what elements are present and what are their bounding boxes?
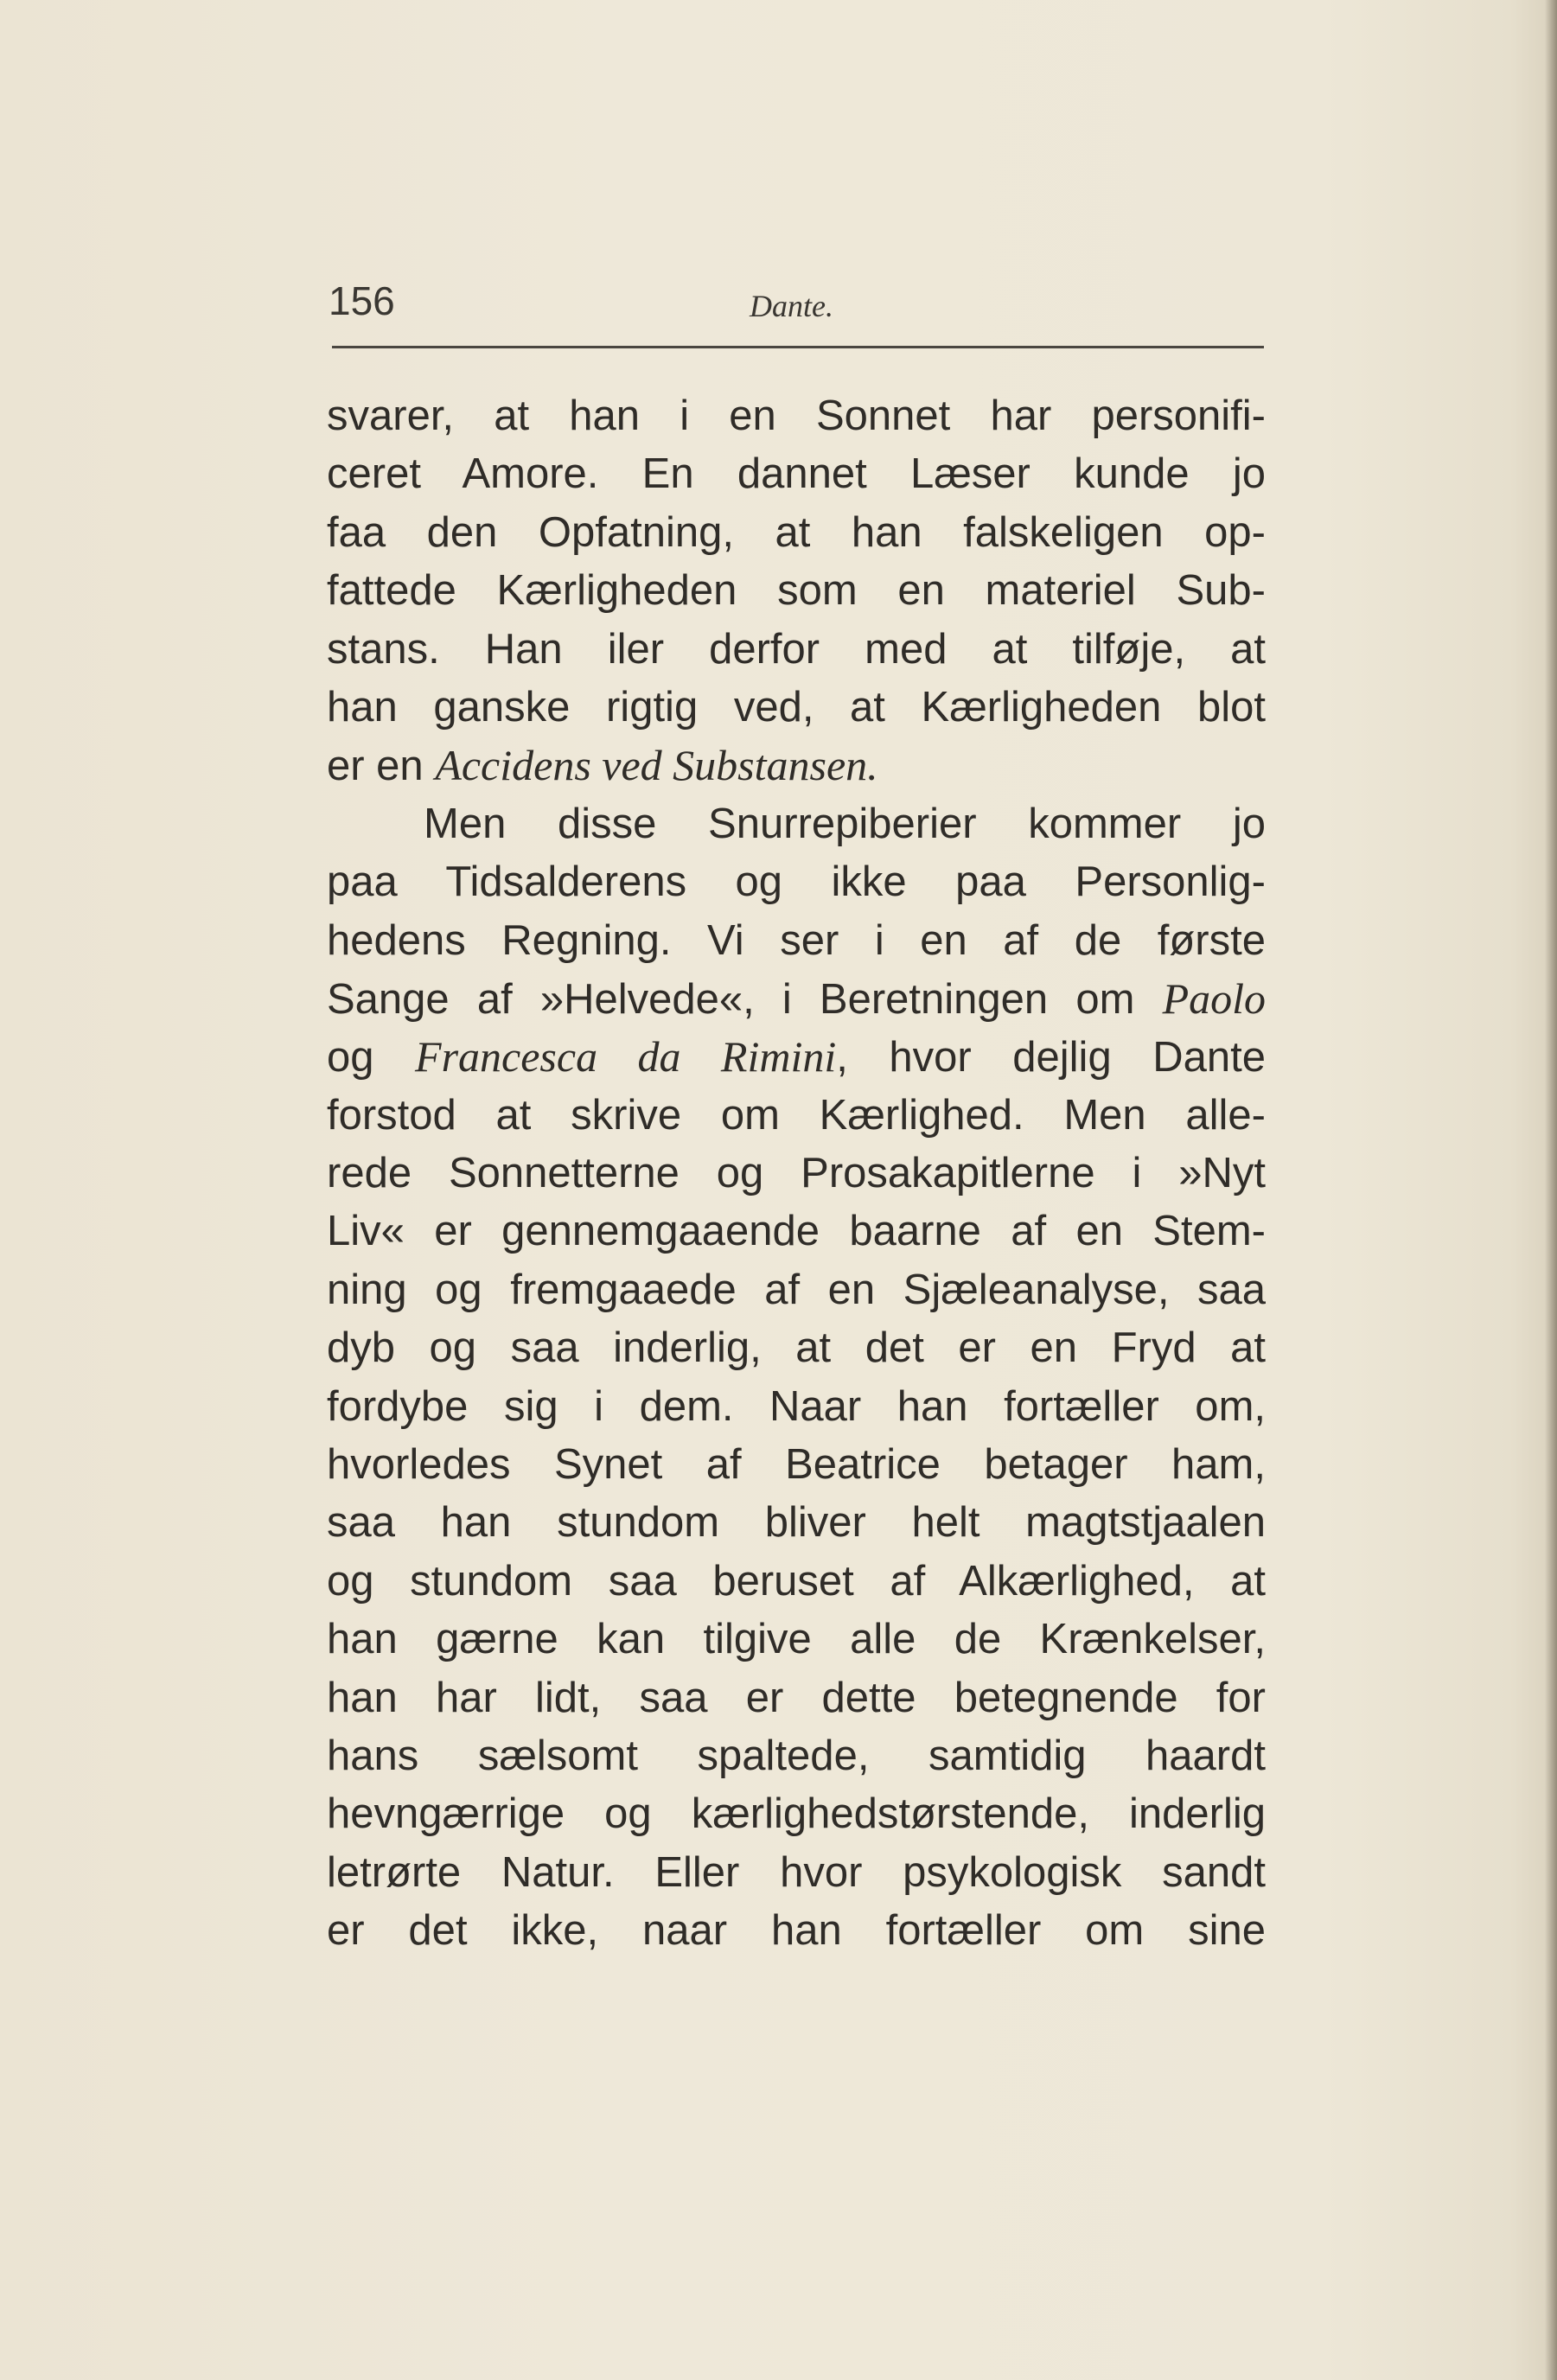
italic-phrase: Paolo	[1162, 973, 1266, 1023]
italic-phrase: Francesca da Rimini	[415, 1032, 837, 1082]
text-line: han har lidt, saa er dette betegnende for	[327, 1674, 1266, 1721]
text-line: og stundom saa beruset af Alkærlighed, at	[327, 1557, 1266, 1605]
text-line: fordybe sig i dem. Naar han fortæller om,	[327, 1382, 1266, 1430]
text-line: svarer, at han i en Sonnet har personifi-	[327, 392, 1266, 439]
text-line: hvorledes Synet af Beatrice betager ham,	[327, 1441, 1266, 1489]
header-rule	[332, 346, 1264, 348]
page-number: 156	[329, 278, 395, 323]
text-line: og Francesca da Rimini, hvor dejlig Dante	[327, 1032, 1266, 1082]
text-line: ning og fremgaaede af en Sjæleanalyse, saa	[327, 1266, 1266, 1313]
text-line: paa Tidsalderens og ikke paa Personlig-	[327, 858, 1266, 906]
text-line: Sange af »Helvede«, i Beretningen om Paolo	[327, 973, 1266, 1023]
text-line: fattede Kærligheden som en materiel Sub-	[327, 567, 1266, 615]
text-line: han ganske rigtig ved, at Kærligheden blot	[327, 683, 1266, 731]
text-line: stans. Han iler derfor med at tilføje, at	[327, 625, 1266, 673]
text-line: rede Sonnetterne og Prosakapitlerne i »Nyt	[327, 1150, 1266, 1197]
running-head: Dante.	[750, 289, 833, 323]
text-line: Liv« er gennemgaaende baarne af en Stem-	[327, 1208, 1266, 1255]
text-line: saa han stundom bliver helt magtstjaalen	[327, 1499, 1266, 1547]
text-line: er en Accidens ved Substansen.	[327, 741, 878, 790]
body-text	[327, 387, 1266, 1961]
text-line: ceret Amore. En dannet Læser kunde jo	[327, 450, 1266, 498]
text-line: han gærne kan tilgive alle de Krænkelser,	[327, 1616, 1266, 1663]
text-line: er det ikke, naar han fortæller om sine	[327, 1907, 1266, 1955]
text-line: Men disse Snurrepiberier kommer jo	[424, 800, 1266, 847]
italic-phrase: Accidens ved Substansen.	[435, 741, 878, 790]
page-header	[329, 275, 1265, 344]
text-line: hevngærrige og kærlighedstørstende, inderlig	[327, 1790, 1266, 1838]
text-line: forstod at skrive om Kærlighed. Men alle-	[327, 1091, 1266, 1139]
text-line: dyb og saa inderlig, at det er en Fryd at	[327, 1324, 1266, 1372]
page-edge-shadow	[1545, 0, 1557, 2380]
text-line: faa den Opfatning, at han falskeligen op-	[327, 508, 1266, 556]
text-line: hans sælsomt spaltede, samtidig haardt	[327, 1732, 1266, 1779]
text-line: letrørte Natur. Eller hvor psykologisk sandt	[327, 1848, 1266, 1896]
text-line: hedens Regning. Vi ser i en af de første	[327, 916, 1266, 964]
